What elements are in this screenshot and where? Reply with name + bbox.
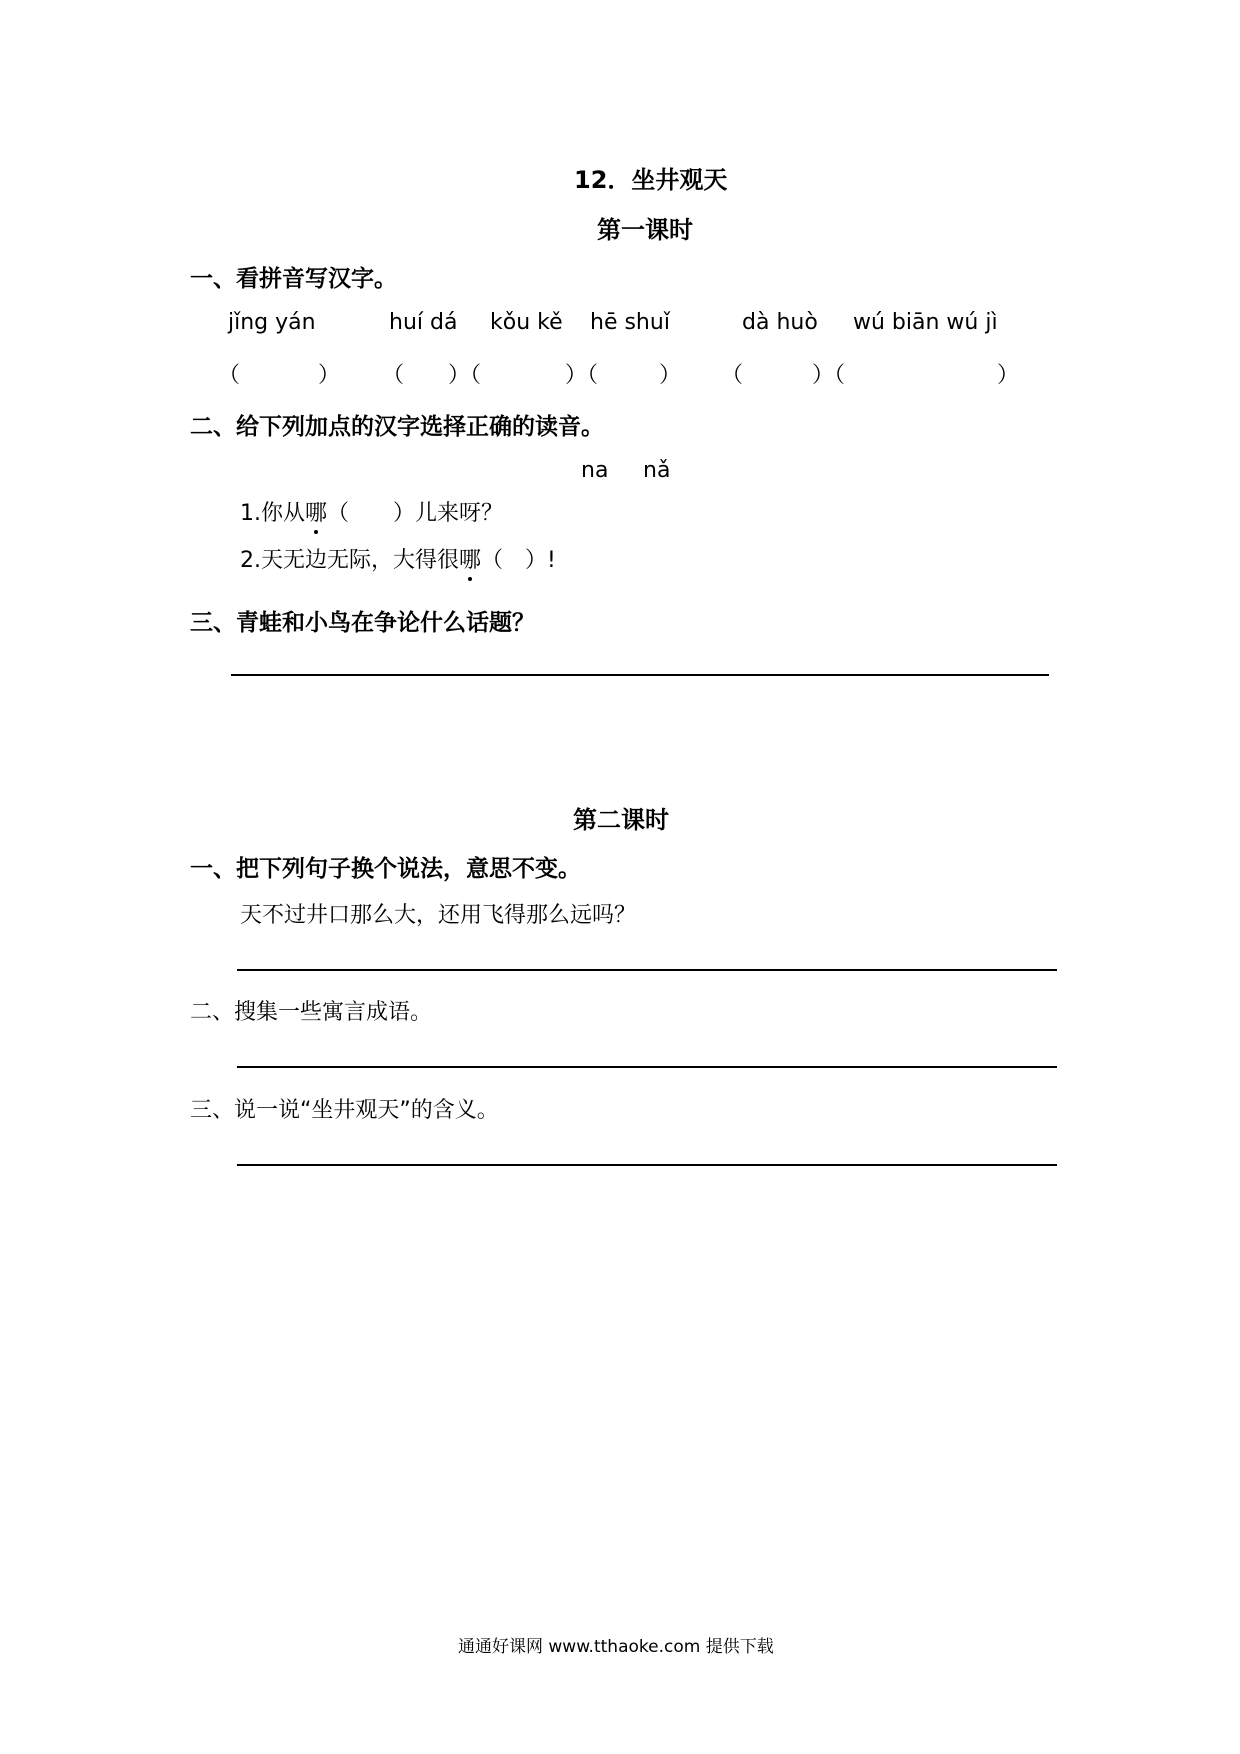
pinyin-hui-da: huí dá bbox=[389, 310, 458, 335]
period1-q3-heading: 三、青蛙和小鸟在争论什么话题？ bbox=[190, 610, 535, 636]
answer-paren: ）（ bbox=[812, 363, 846, 388]
period1-title: 第一课时 bbox=[597, 216, 693, 244]
period2-q1-sentence: 天不过井口那么大，还用飞得那么远吗？ bbox=[240, 903, 637, 928]
answer-paren: （ bbox=[218, 363, 241, 388]
answer-paren: ） bbox=[997, 363, 1020, 388]
pinyin-jing-yan: jǐng yán bbox=[228, 310, 316, 335]
footer-text: 通通好课网 www.tthaoke.com 提供下载 bbox=[458, 1637, 774, 1657]
answer-line bbox=[231, 674, 1049, 676]
period2-title: 第二课时 bbox=[573, 806, 669, 834]
period1-q2-heading: 二、给下列加点的汉字选择正确的读音。 bbox=[190, 414, 604, 440]
sentence-2-prefix: 2.天无边无际，大得很 bbox=[240, 548, 459, 573]
sentence-1-prefix: 1.你从 bbox=[240, 501, 305, 526]
pinyin-wu-bian-wu-ji: wú biān wú jì bbox=[853, 310, 998, 335]
pinyin-da-huo: dà huò bbox=[742, 310, 818, 335]
dotted-char: 哪 bbox=[305, 496, 327, 527]
answer-paren: （ bbox=[721, 363, 744, 388]
lesson-title: 12．坐井观天 bbox=[574, 166, 728, 194]
answer-paren: ） bbox=[659, 363, 682, 388]
answer-paren: ）（ bbox=[448, 363, 482, 388]
period2-q1-heading: 一、把下列句子换个说法，意思不变。 bbox=[190, 856, 581, 882]
sentence-1-suffix: （ ）儿来呀？ bbox=[327, 501, 504, 526]
period2-q2-heading: 二、搜集一些寓言成语。 bbox=[190, 1000, 433, 1025]
reading-option-na: na bbox=[581, 458, 609, 483]
pinyin-he-shui: hē shuǐ bbox=[590, 310, 670, 335]
pinyin-kou-ke: kǒu kě bbox=[490, 310, 563, 335]
answer-paren: ） bbox=[318, 363, 341, 388]
period2-q3-heading: 三、说一说“坐井观天”的含义。 bbox=[190, 1098, 499, 1123]
answer-line bbox=[237, 1164, 1057, 1166]
period1-q1-heading: 一、看拼音写汉字。 bbox=[190, 266, 397, 292]
sentence-2-suffix: （ ）! bbox=[481, 548, 556, 573]
answer-line bbox=[237, 969, 1057, 971]
dotted-char: 哪 bbox=[459, 543, 481, 574]
answer-line bbox=[237, 1066, 1057, 1068]
q2-sentence-2 bbox=[240, 543, 556, 574]
q2-sentence-1 bbox=[240, 496, 503, 527]
answer-paren: （ bbox=[382, 363, 405, 388]
reading-option-na3: nǎ bbox=[643, 458, 671, 483]
answer-paren: ）（ bbox=[565, 363, 599, 388]
